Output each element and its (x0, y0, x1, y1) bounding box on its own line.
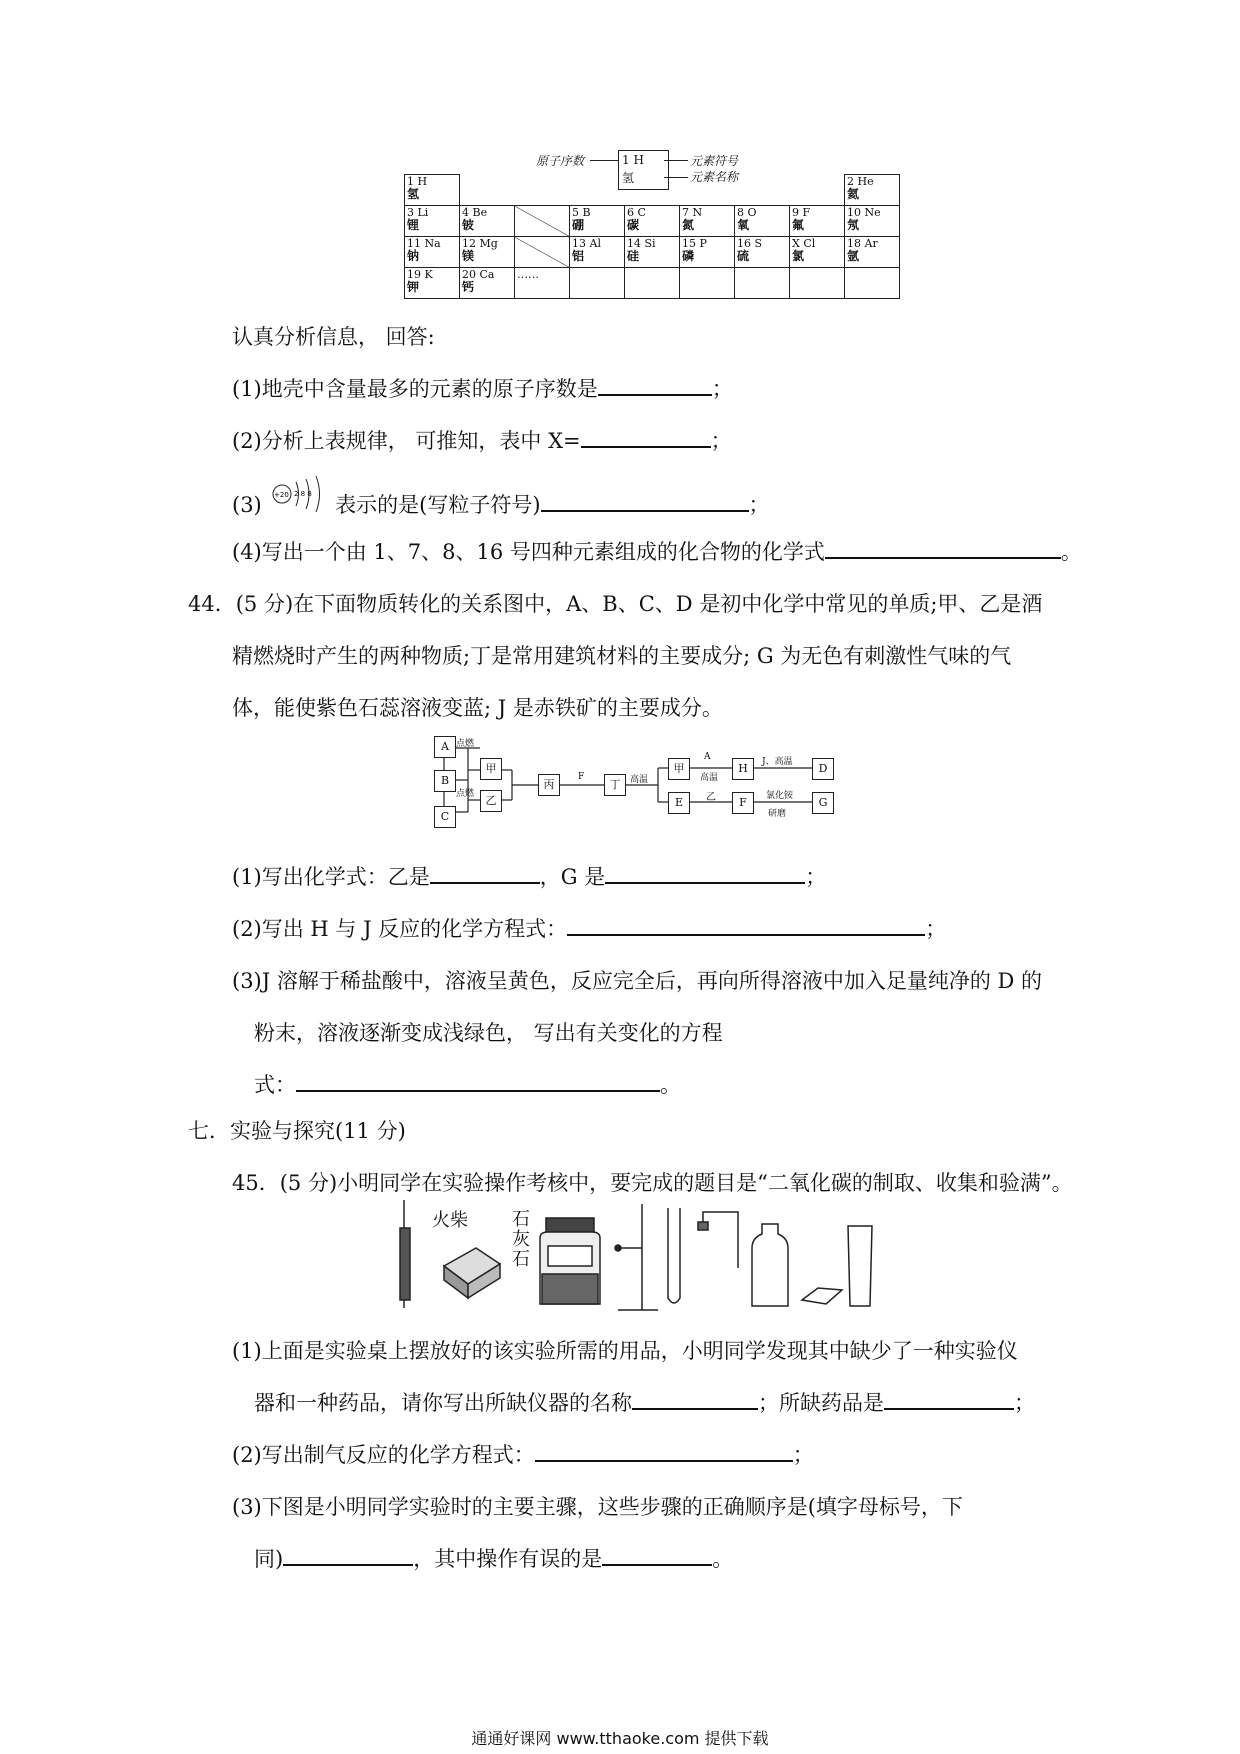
q44-stem-line1: 44．(5 分)在下面物质转化的关系图中，A、B、C、D 是初中化学中常见的单质;甲、乙是酒 (188, 592, 1043, 616)
q43-part3: (3) +20 2 8 8 表示的是(写粒子符号) ； (232, 490, 770, 522)
q45-apparatus-image (396, 1198, 876, 1316)
table-slash-cell (515, 237, 570, 268)
label-yanmo: 研磨 (768, 809, 787, 819)
element-cell (735, 206, 790, 237)
element-name: 铝 (572, 249, 585, 263)
legend-arrow-line (590, 160, 618, 161)
table-gap (735, 175, 790, 206)
q44-part2: (2)写出 H 与 J 反应的化学方程式： ； (232, 914, 946, 944)
table-gap (625, 175, 680, 206)
q45-part1-line2: 器和一种药品，请你写出所缺仪器的名称 ；所缺药品是 ； (254, 1388, 1035, 1418)
limestone-label: 石灰石 (512, 1209, 530, 1270)
element-name: 锂 (407, 218, 420, 232)
table-blank-cell (570, 268, 625, 299)
element-number-symbol: 20 Ca (462, 268, 495, 281)
element-name: 硫 (737, 249, 750, 263)
legend-cell-number: 1 (622, 153, 630, 167)
q45-missing-reagent-blank[interactable] (884, 1388, 1014, 1410)
label-yi: 乙 (706, 792, 716, 803)
element-name: 氧 (737, 218, 750, 232)
element-name: 氟 (792, 218, 805, 232)
element-number-symbol: 7 N (682, 206, 703, 219)
q44-part1: (1)写出化学式：乙是 ，G 是 ； (232, 862, 826, 892)
element-name: 氖 (847, 218, 860, 232)
label-gaowen-2: 高温 (700, 773, 719, 783)
element-name: 碳 (627, 218, 640, 232)
q44-part3-line2: 粉末，溶液逐渐变成浅绿色， 写出有关变化的方程 (254, 1021, 723, 1045)
q43-intro: 认真分析信息， 回答: (232, 325, 435, 349)
element-cell (845, 175, 900, 206)
node-E: E (668, 792, 690, 814)
page-footer: 通通好课网 www.tthaoke.com 提供下载 (471, 1729, 769, 1748)
table-blank-cell (790, 268, 845, 299)
element-name: 硼 (572, 218, 585, 232)
element-name: 硅 (627, 249, 640, 263)
periodic-table-row (405, 237, 900, 268)
atom-structure-icon (268, 489, 328, 522)
element-cell (570, 206, 625, 237)
node-jia2: 甲 (668, 758, 690, 780)
node-ding: 丁 (604, 774, 626, 796)
table-blank-cell (735, 268, 790, 299)
q43-part4: (4)写出一个由 1、7、8、16 号四种元素组成的化合物的化学式 。 (232, 537, 1082, 567)
element-cell (460, 237, 515, 268)
element-cell (570, 237, 625, 268)
q43-part1: (1)地壳中含量最多的元素的原子序数是 ； (232, 374, 733, 404)
element-name: 氦 (847, 187, 860, 201)
q43-part2: (2)分析上表规律， 可推知，表中 X= ； (232, 426, 732, 456)
q45-wrong-step-blank[interactable] (602, 1544, 712, 1566)
periodic-table (404, 174, 900, 299)
q43-answer2-blank[interactable] (581, 426, 711, 448)
element-number-symbol: 15 P (682, 237, 707, 250)
svg-text:+20: +20 (274, 490, 290, 499)
node-bing: 丙 (538, 774, 560, 796)
q44-answer-G-blank[interactable] (605, 862, 805, 884)
element-name: 铍 (462, 218, 475, 232)
element-name: 氩 (847, 249, 860, 263)
element-cell (845, 237, 900, 268)
table-gap (570, 175, 625, 206)
match-label: 火柴 (432, 1210, 468, 1231)
element-number-symbol: 2 He (847, 175, 874, 188)
element-number-symbol: 16 S (737, 237, 763, 250)
table-gap (680, 175, 735, 206)
element-cell (790, 237, 845, 268)
element-cell (625, 237, 680, 268)
node-H: H (732, 758, 754, 780)
table-slash-cell (515, 206, 570, 237)
element-number-symbol: 14 Si (627, 237, 656, 250)
q43-answer1-blank[interactable] (598, 374, 712, 396)
element-name: 钾 (407, 280, 420, 294)
q44-relation-diagram (432, 728, 852, 840)
table-blank-cell (625, 268, 680, 299)
element-name: 氢 (407, 187, 420, 201)
table-gap (515, 175, 570, 206)
q45-part2: (2)写出制气反应的化学方程式： ； (232, 1440, 814, 1470)
legend-symbol-label: 元素符号 (690, 154, 739, 168)
q45-part1-line1: (1)上面是实验桌上摆放好的该实验所需的用品，小明同学发现其中缺少了一种实验仪 (232, 1339, 1018, 1363)
element-number-symbol: 11 Na (407, 237, 441, 250)
q45-stem: 45．(5 分)小明同学在实验操作考核中，要完成的题目是“二氧化碳的制取、收集和验满”。 (232, 1171, 1073, 1195)
element-cell (845, 206, 900, 237)
element-number-symbol: 18 Ar (847, 237, 878, 250)
q44-stem-line2: 精燃烧时产生的两种物质;丁是常用建筑材料的主要成分; G 为无色有刺激性气味的气 (232, 644, 1012, 668)
q44-part3-line3: 式： 。 (254, 1070, 681, 1100)
table-blank-cell (680, 268, 735, 299)
section7-title: 七．实验与探究(11 分) (188, 1119, 406, 1143)
q44-answer-equation-blank[interactable] (296, 1070, 660, 1092)
element-cell (405, 175, 460, 206)
legend-cell-name: 氢 (622, 171, 635, 185)
element-number-symbol: 9 F (792, 206, 811, 219)
node-C: C (434, 806, 456, 828)
element-name: 钙 (462, 280, 475, 294)
element-name: 磷 (682, 249, 695, 263)
label-dianran-1: 点燃 (456, 739, 475, 749)
element-name: 镁 (462, 249, 475, 263)
node-yi: 乙 (480, 790, 502, 812)
label-lvhuaan: 氯化铵 (766, 791, 794, 801)
q43-answer4-blank[interactable] (825, 537, 1061, 559)
q44-answer-HJ-blank[interactable] (567, 914, 925, 936)
legend-cell-symbol: H (633, 153, 644, 167)
node-G: G (812, 792, 834, 814)
q45-part3-line2: 同) ，其中操作有误的是 。 (254, 1544, 733, 1574)
node-D: D (812, 758, 834, 780)
element-name: 钠 (407, 249, 420, 263)
svg-text:2 8 8: 2 8 8 (294, 489, 313, 498)
node-A: A (434, 736, 456, 758)
legend-arrow-line-symbol (664, 160, 688, 161)
node-B: B (434, 770, 456, 792)
table-gap (460, 175, 515, 206)
q44-stem-line3: 体，能使紫色石蕊溶液变蓝; J 是赤铁矿的主要成分。 (232, 696, 723, 720)
element-cell (460, 206, 515, 237)
element-cell (405, 206, 460, 237)
q43-answer3-blank[interactable] (541, 490, 749, 512)
element-number-symbol: 6 C (627, 206, 646, 219)
element-number-symbol: 5 B (572, 206, 591, 219)
element-cell (460, 268, 515, 299)
element-name: 氯 (792, 249, 805, 263)
label-F: F (578, 772, 585, 782)
node-jia: 甲 (480, 758, 502, 780)
element-cell (790, 206, 845, 237)
element-number-symbol: 8 O (737, 206, 757, 219)
element-cell (405, 268, 460, 299)
element-number-symbol: 19 K (407, 268, 433, 281)
periodic-table-row (405, 175, 900, 206)
element-cell (515, 268, 570, 299)
table-blank-cell (845, 268, 900, 299)
element-cell (625, 206, 680, 237)
element-number-symbol: …… (517, 268, 539, 281)
q45-order-blank[interactable] (283, 1544, 413, 1566)
q44-answer-yi-blank[interactable] (430, 862, 540, 884)
element-cell (735, 237, 790, 268)
periodic-table-row (405, 268, 900, 299)
label-J-gaowen: J、高温 (762, 757, 793, 767)
q45-equation-blank[interactable] (535, 1440, 793, 1462)
periodic-table-row (405, 206, 900, 237)
q44-part3-line1: (3)J 溶解于稀盐酸中，溶液呈黄色，反应完全后，再向所得溶液中加入足量纯净的 D 的 (232, 969, 1043, 993)
legend-name-label: 元素名称 (690, 170, 739, 184)
element-cell (680, 237, 735, 268)
element-number-symbol: X Cl (792, 237, 816, 250)
q45-missing-apparatus-blank[interactable] (632, 1388, 758, 1410)
table-gap (790, 175, 845, 206)
element-cell (680, 206, 735, 237)
element-cell (405, 237, 460, 268)
label-gaowen-1: 高温 (630, 775, 649, 785)
element-number-symbol: 13 Al (572, 237, 601, 250)
legend-atomic-number-label: 原子序数 (536, 154, 585, 168)
element-number-symbol: 4 Be (462, 206, 488, 219)
element-number-symbol: 10 Ne (847, 206, 881, 219)
q45-part3-line1: (3)下图是小明同学实验时的主要主骤，这些步骤的正确顺序是(填字母标号，下 (232, 1495, 963, 1519)
node-F: F (732, 792, 754, 814)
label-A: A (704, 752, 711, 762)
element-name: 氮 (682, 218, 695, 232)
element-number-symbol: 12 Mg (462, 237, 498, 250)
label-dianran-2: 点燃 (456, 789, 475, 799)
element-number-symbol: 3 Li (407, 206, 429, 219)
element-number-symbol: 1 H (407, 175, 428, 188)
